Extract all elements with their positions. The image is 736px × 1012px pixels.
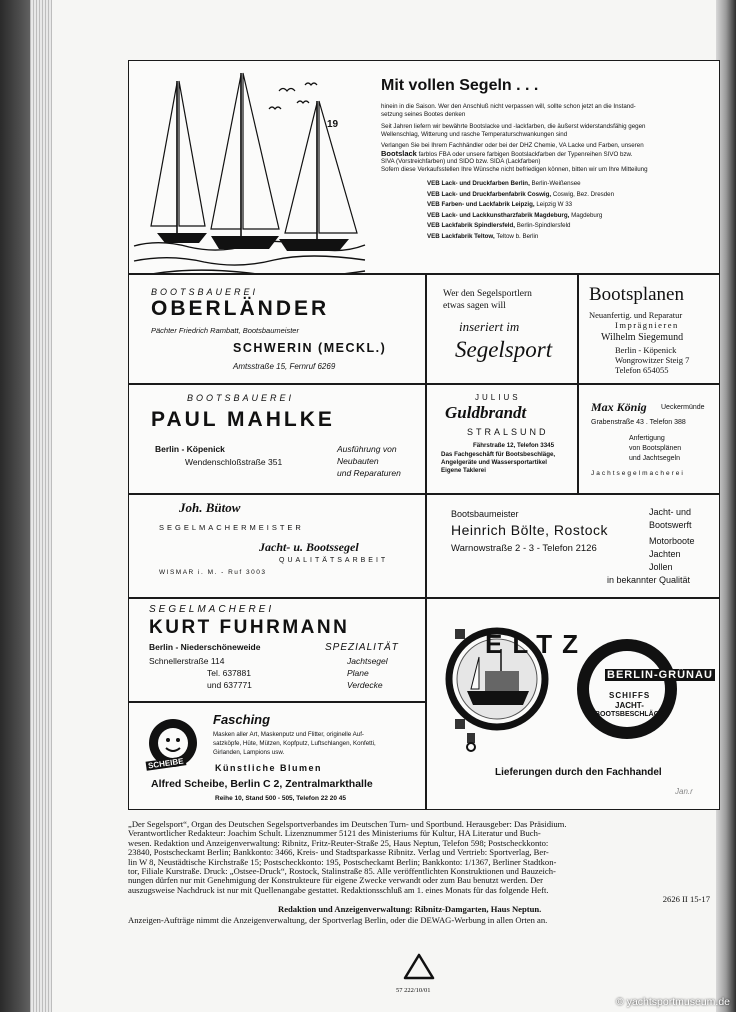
margin-note: Jan.r [675, 787, 693, 796]
fuhrmann-ad [128, 598, 426, 702]
guldbrandt-kicker: JULIUS [475, 393, 521, 402]
oberlaender-kicker: BOOTSBAUEREI [151, 287, 259, 297]
company-list [427, 179, 614, 243]
scheibe-l1: Masken aller Art, Maskenputz und Flitter, originelle Auf- [213, 731, 364, 738]
boelte-r3: Motorboote [649, 536, 695, 546]
fuhrmann-spec: SPEZIALITÄT [325, 642, 399, 653]
eltz-brand: ELTZ [485, 629, 589, 659]
fuhrmann-s2: Plane [347, 668, 369, 678]
lack-text-1: hinein in die Saison. Wer den Anschluß nicht verpassen will, sollte schon jetzt an die Instand- [381, 103, 636, 110]
mahlke-city: Berlin - Köpenick [155, 444, 225, 454]
oberlaender-name: OBERLÄNDER [151, 297, 330, 320]
company-place: Berlin-Weißensee [529, 180, 581, 187]
porthole-bolt-icon [455, 719, 465, 729]
company-item [427, 211, 614, 222]
guldbrandt-ad [426, 384, 578, 494]
scheibe-ad [128, 702, 426, 810]
company-name: VEB Lack- und Druckfarbenfabrik Coswig, [427, 190, 552, 198]
mahlke-name: PAUL MAHLKE [151, 408, 335, 431]
eltz-ad [426, 598, 720, 810]
scheibe-l2: satzköpfe, Hüte, Mützen, Kopfputz, Luftschlangen, Konfetti, [213, 740, 376, 747]
bootsplanen-line5: Telefon 654055 [615, 365, 669, 375]
boelte-r4: Jachten [649, 549, 681, 559]
lack-text-2: Seit Jahren liefern wir bewährte Bootslacke und -lackfarben, die äußerst widerstandsfähig gegen [381, 123, 646, 130]
segelsport-line1: Wer den Segelsportlern [443, 289, 532, 299]
boelte-name: Heinrich Bölte, Rostock [451, 522, 609, 538]
imprint-last-line: Anzeigen-Aufträge nimmt die Anzeigenverwaltung, der Sportverlag Berlin, oder die DEWAG-Werbung in allen Orten an. [128, 916, 548, 926]
segelsport-line3: inseriert im [459, 319, 520, 334]
lack-text-3: Verlangen Sie bei Ihrem Fachhändler oder bei der DHZ Chemie, VA Lacke und Farben, unseren [381, 142, 644, 149]
fuhrmann-tel2: und 637771 [207, 680, 252, 690]
koenig-line3: und Jachtsegeln [629, 455, 680, 462]
imprint-line: auszugsweise Nachdruck ist nur mit Quellenangabe gestattet. Redaktionsschluß am 1. eines Monats für das folgende Heft. [128, 885, 549, 895]
boelte-r2: Bootswerft [649, 520, 692, 530]
guldbrandt-city: STRALSUND [467, 427, 549, 437]
lack-text-1b: setzung seines Bootes denken [381, 111, 466, 118]
mahlke-kicker: BOOTSBAUEREI [187, 393, 295, 403]
scheibe-l4: Künstliche Blumen [215, 763, 323, 773]
segelsport-ad [426, 274, 578, 384]
boelte-r5: Jollen [649, 562, 673, 572]
scheibe-l5: Alfred Scheibe, Berlin C 2, Zentralmarkthalle [151, 778, 373, 790]
imprint-line: wesen. Redaktion und Anzeigenverwaltung: Ribnitz, Fritz-Reuter-Straße 25, Haus Neptun, Telefon 598; Postscheckkonto: [128, 838, 549, 848]
imprint-line: lin W 8, Neustädtische Kirchstraße 15; Postscheckkonto: 195, Postscheckamt Berlin; Bankkonto: 1/1367, Berliner Stadtkon- [128, 857, 557, 867]
mahlke-right2: Neubauten [337, 456, 379, 466]
bootsplanen-ad [578, 274, 720, 384]
lack-text-2b: Wellenschlag, Witterung und rasche Temperaturschwankungen sind [381, 131, 568, 138]
bootsplanen-line3: Berlin - Köpenick [615, 345, 677, 355]
imprint-line: nungen dürfen nur mit Genehmigung der Konstrukteure für eigene Zwecke verwandt oder zum Bau benutzt werden. Der [128, 876, 543, 886]
boelte-address: Warnowstraße 2 - 3 - Telefon 2126 [451, 543, 597, 554]
imprint-bold-line: Redaktion und Anzeigenverwaltung: Ribnitz-Damgarten, Haus Neptun. [278, 904, 542, 914]
buetow-title: SEGELMACHERMEISTER [159, 523, 304, 532]
oberlaender-ad [128, 274, 426, 384]
eltz-badge1: SCHIFFS [609, 691, 651, 700]
eltz-place: BERLIN-GRÜNAU [607, 669, 713, 681]
koenig-line4: Jachtsegelmacherei [591, 470, 685, 477]
fuhrmann-city: Berlin - Niederschöneweide [149, 642, 261, 652]
boelte-ad [426, 494, 720, 598]
bootsplanen-line4: Wongrowitzer Steig 7 [615, 355, 690, 365]
boelte-r1: Jacht- und [649, 507, 692, 517]
guldbrandt-line4: Eigene Taklerei [441, 467, 486, 474]
buetow-quality: QUALITÄTSARBEIT [279, 557, 389, 564]
mahlke-ad [128, 384, 426, 494]
porthole-bolt-icon [455, 629, 465, 639]
company-name: VEB Lack- und Lackkunstharzfabrik Magdeburg, [427, 211, 570, 219]
imprint-code: 2626 II 15-17 [662, 895, 710, 905]
mahlke-street: Wendenschloßstraße 351 [185, 457, 283, 467]
eltz-badge2: JACHT- [615, 701, 644, 710]
oberlaender-sub: Pächter Friedrich Rambatt, Bootsbaumeister [151, 326, 299, 335]
company-place: Teltow b. Berlin [494, 232, 539, 240]
koenig-line1: Anfertigung [629, 435, 665, 442]
koenig-line2: von Bootsplänen [629, 445, 682, 452]
company-item [427, 221, 614, 232]
buetow-name: Joh. Bütow [179, 500, 241, 515]
watermark: © yachtsportmuseum.de [616, 996, 730, 1008]
company-item [427, 179, 614, 190]
guldbrandt-line2: Das Fachgeschäft für Bootsbeschläge, [441, 451, 556, 458]
koenig-ad [578, 384, 720, 494]
oberlaender-city: SCHWERIN (MECKL.) [233, 341, 387, 355]
segelsport-title: Segelsport [455, 337, 553, 362]
bootsplanen-line2: Imprägnieren [615, 320, 679, 330]
sail-number: 19 [327, 119, 339, 130]
bootsplanen-name: Wilhelm Siegemund [601, 332, 684, 343]
imprint-line: tor, Filiale Kurstraße. Druck: „Ostsee-Druck“, Rostock, Stalinstraße 85. Alle veröffentlichten Konstruktionen und Bauzeich- [128, 867, 556, 877]
company-place: Berlin-Spindlersfeld [515, 222, 571, 230]
company-name: VEB Farben- und Lackfabrik Leipzig, [427, 201, 535, 209]
oberlaender-address: Amtsstraße 15, Fernruf 6269 [233, 362, 336, 371]
guldbrandt-line1: Fährstraße 12, Telefon 3345 [473, 442, 555, 449]
company-name: VEB Lackfabrik Spindlersfeld, [427, 222, 516, 230]
print-code: 57 222/10/01 [396, 987, 431, 994]
scheibe-logo: SCHEIBE [147, 756, 185, 771]
boelte-r6: in bekannter Qualität [607, 575, 691, 585]
company-item [427, 232, 614, 243]
triangle-mark-icon [402, 952, 436, 982]
guldbrandt-name: Guldbrandt [445, 403, 527, 422]
buetow-product: Jacht- u. Bootssegel [259, 540, 359, 554]
scheibe-title: Fasching [213, 712, 271, 727]
fuhrmann-tel1: Tel. 637881 [207, 668, 251, 678]
imprint-line: 23840, Postscheckamt Berlin; Bankkonto: 3466, Kreis- und Stadtsparkasse Ribnitz. Verlag und Vertrieb: Sportverlag, Ber- [128, 848, 549, 858]
company-place: Leipzig W 33 [534, 201, 573, 209]
company-place: Magdeburg [569, 211, 603, 219]
segelsport-line2: etwas sagen will [443, 301, 506, 311]
scheibe-l6: Reihe 10, Stand 500 - 505, Telefon 22 20 45 [215, 795, 347, 802]
eltz-slogan: Lieferungen durch den Fachhandel [495, 767, 662, 778]
buetow-city: WISMAR i. M. - Ruf 3003 [159, 569, 267, 576]
fuhrmann-s3: Verdecke [347, 680, 383, 690]
book-spine [0, 0, 52, 1012]
mahlke-right3: und Reparaturen [337, 468, 401, 478]
koenig-street: Grabenstraße 43 . Telefon 388 [591, 419, 686, 426]
page-edges [30, 0, 52, 1012]
mahlke-right1: Ausführung von [337, 444, 397, 454]
lack-text-4: Sofern diese Verkaufsstellen Ihre Wünsche nicht befriedigen können, bitten wir um Ihre Mitteilung [381, 166, 648, 173]
scheibe-l3: Girlanden, Lampions usw. [213, 749, 285, 756]
guldbrandt-line3: Angelgeräte und Wassersportartikel [441, 459, 548, 466]
boelte-kicker: Bootsbaumeister [451, 509, 519, 519]
company-item [427, 190, 614, 201]
lack-text-3b-rest: farblos FBA oder unsere farbigen Bootslackfarben der Typenreihen SIVO bzw. [416, 151, 633, 158]
fuhrmann-street: Schnellerstraße 114 [149, 656, 225, 666]
imprint [128, 820, 718, 925]
lack-text-3c: SIVA (Vorstreichfarben) und SIDO bzw. SIDA (Lackfarben) [381, 158, 541, 165]
company-item [427, 200, 614, 211]
bootslack-word: Bootslack [381, 149, 417, 158]
fuhrmann-name: KURT FUHRMANN [149, 617, 350, 638]
buetow-ad [128, 494, 426, 598]
lack-headline: Mit vollen Segeln . . . [381, 77, 539, 94]
imprint-line: „Der Segelsport“, Organ des Deutschen Segelsportverbandes im Deutschen Turn- und Sportbund. Herausgeber: Das Präsidium. [128, 820, 567, 829]
bootsplanen-line1: Neuanfertig. und Reparatur [589, 310, 683, 320]
company-name: VEB Lack- und Druckfarben Berlin, [427, 180, 530, 187]
fuhrmann-kicker: SEGELMACHEREI [149, 604, 275, 615]
eltz-badge3: BOOTSBESCHLÄGE [595, 711, 664, 718]
bootsplanen-title: Bootsplanen [589, 284, 684, 305]
koenig-name: Max König [591, 400, 647, 414]
company-name: VEB Lackfabrik Teltow, [427, 232, 495, 240]
lack-ad [128, 60, 720, 274]
fuhrmann-s1: Jachtsegel [347, 656, 388, 666]
koenig-place: Ueckermünde [661, 404, 705, 411]
imprint-line: Verantwortlicher Redakteur: Joachim Schult. Lizenznummer 5121 des Ministeriums für Kultur, HA Literatur und Buch- [128, 829, 541, 839]
sailboats-illustration [129, 61, 369, 273]
company-place: Coswig, Bez. Dresden [551, 190, 615, 198]
